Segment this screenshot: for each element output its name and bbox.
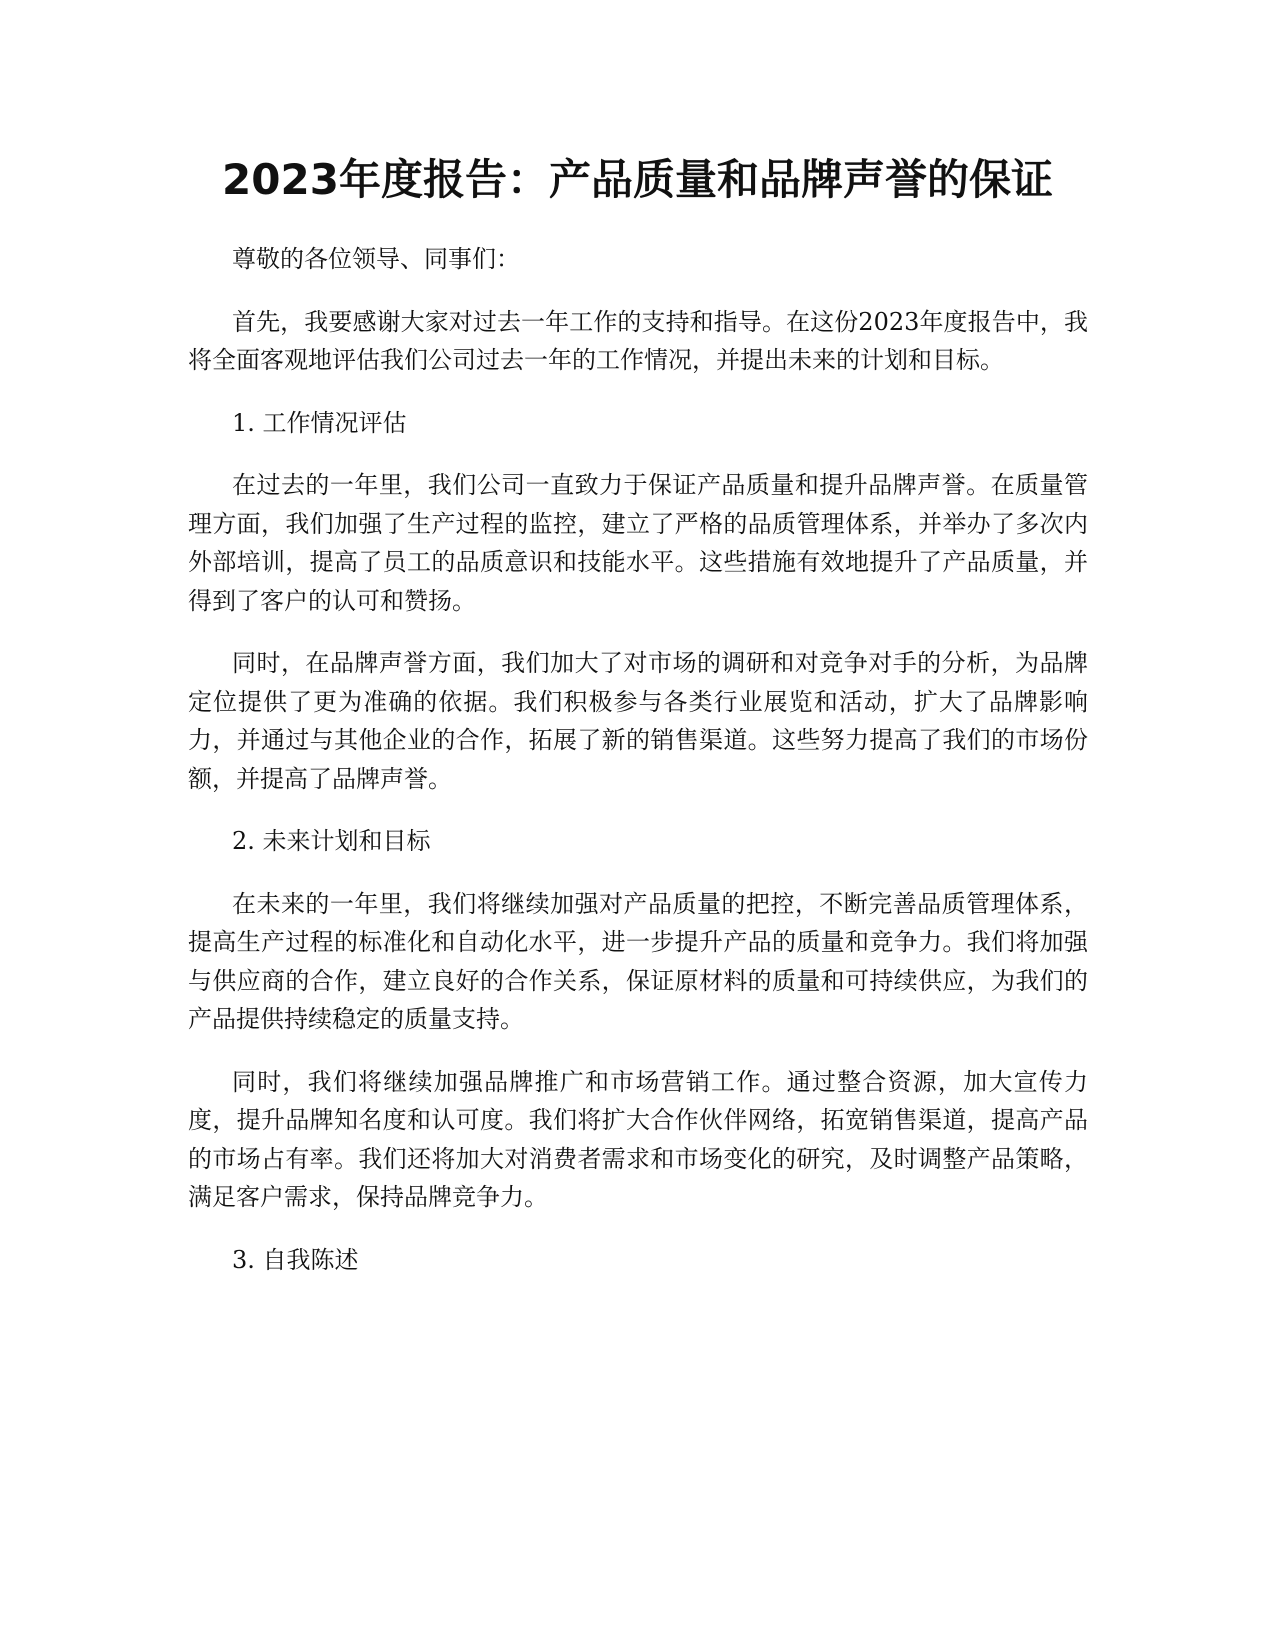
- section-heading-work-evaluation: 1. 工作情况评估: [232, 408, 407, 437]
- section-heading-future-plans: 2. 未来计划和目标: [232, 827, 431, 855]
- section-heading-self-statement: 3. 自我陈述: [232, 1245, 359, 1274]
- document-title: 2023年度报告：产品质量和品牌声誉的保证: [222, 155, 1053, 204]
- greeting-paragraph: 尊敬的各位领导、同事们：: [232, 245, 520, 273]
- body-paragraph: 同时，我们将继续加强品牌推广和市场营销工作。通过整合资源，加大宣传力度，提升品牌知名度和认可度。我们将扩大合作伙伴网络，拓宽销售渠道，提高产品的市场占有率。我们还将加大对消费者需求和市场变化的研究，及时调整产品策略，满足客户需求，保持品牌竞争力。: [188, 1067, 1088, 1211]
- body-paragraph: 在过去的一年里，我们公司一直致力于保证产品质量和提升品牌声誉。在质量管理方面，我们加强了生产过程的监控，建立了严格的品质管理体系，并举办了多次内外部培训，提高了员工的品质意识和技能水平。这些措施有效地提升了产品质量，并得到了客户的认可和赞扬。: [188, 471, 1088, 615]
- body-paragraph: 同时，在品牌声誉方面，我们加大了对市场的调研和对竞争对手的分析，为品牌定位提供了更为准确的依据。我们积极参与各类行业展览和活动，扩大了品牌影响力，并通过与其他企业的合作，拓展了新的销售渠道。这些努力提高了我们的市场份额，并提高了品牌声誉。: [188, 649, 1088, 793]
- intro-paragraph: 首先，我要感谢大家对过去一年工作的支持和指导。在这份2023年度报告中，我将全面客观地评估我们公司过去一年的工作情况，并提出未来的计划和目标。: [188, 307, 1088, 374]
- document-body: [188, 240, 1088, 1303]
- body-paragraph: 在未来的一年里，我们将继续加强对产品质量的把控，不断完善品质管理体系，提高生产过程的标准化和自动化水平，进一步提升产品的质量和竞争力。我们将加强与供应商的合作，建立良好的合作关系，保证原材料的质量和可持续供应，为我们的产品提供持续稳定的质量支持。: [188, 889, 1088, 1033]
